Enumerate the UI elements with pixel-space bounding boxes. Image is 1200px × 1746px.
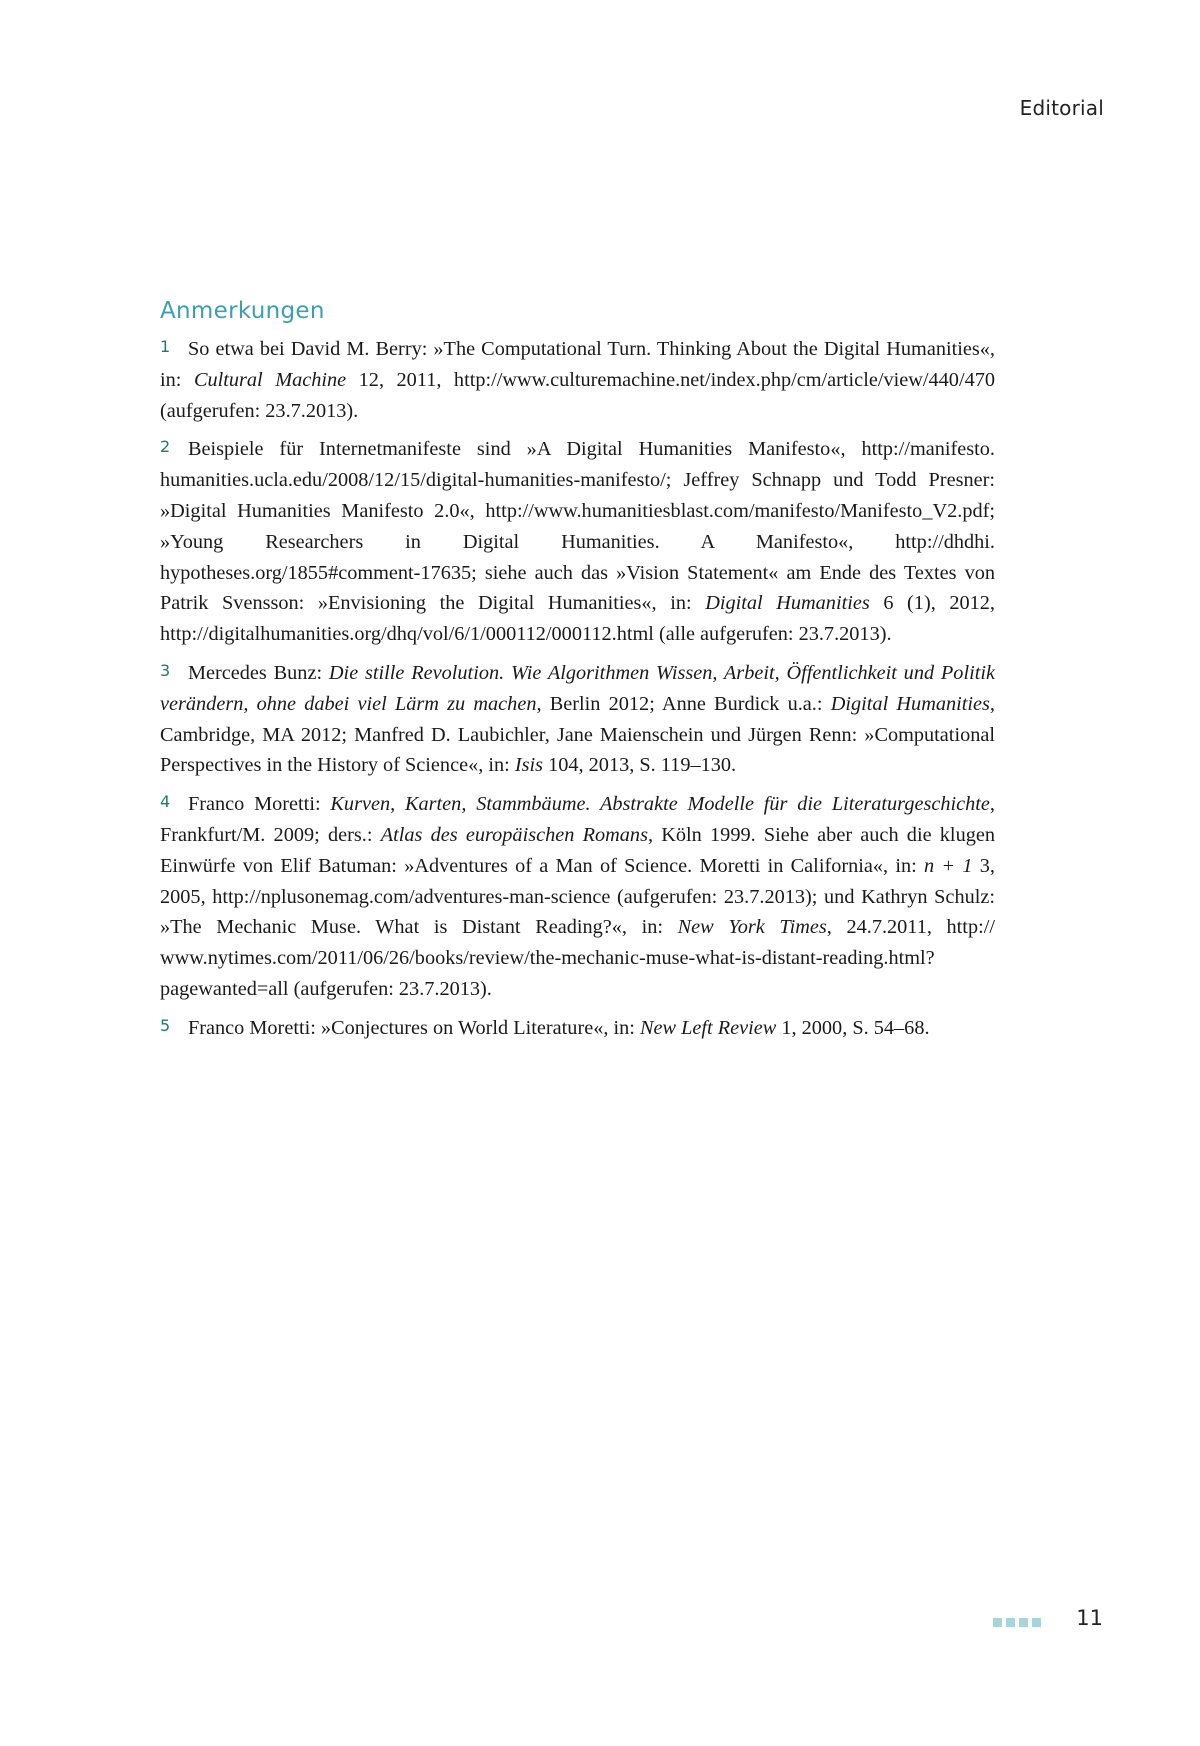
footnote-title-italic: New York Times [677,916,827,939]
footnote-title-italic: Isis [514,754,544,777]
footnote-text-segment: , Berlin 2012; Anne Burdick u.a.: [536,692,831,715]
footnote-text-segment: , Frankfurt/M. 2009; ders.: [160,793,995,846]
footnote-number: 4 [160,792,171,812]
notes-list [160,332,995,1044]
notes-heading: Anmerkungen [160,298,325,324]
footnote-text-segment: Franco Moretti: »Conjectures on World Literature«, in: [188,1016,640,1039]
footnote-text-segment: Franco Moretti: [188,793,331,816]
footnote-title-italic: Die stille Revolution. Wie Algorithmen Wissen, Arbeit, Öffentlichkeit und Politik verändern, ohne dabei viel Lärm zu machen [160,661,995,715]
ornament-square [1019,1618,1028,1627]
footnote-text [160,338,995,422]
ornament-square [1006,1618,1015,1627]
footnote-number: 2 [160,437,171,457]
footnote [160,787,995,1005]
footnote-text-segment: So etwa bei David M. Berry: »The Computational Turn. Thinking About the Digital Humanities«, in: [160,338,995,391]
footnote-text [160,662,995,776]
footnote [160,432,995,650]
footnote-text-segment: 1, 2000, S. 54–68. [776,1016,930,1039]
footnote-text-segment: 104, 2013, S. 119–130. [543,754,737,777]
footnote-title-italic: Digital Humanities [705,592,870,615]
ornament-square [993,1618,1002,1627]
ornament-square [1032,1618,1041,1627]
footnote-title-italic: New Left Review [639,1016,777,1039]
footnote-text-segment: , 24.7.2011, http://​www.nytimes.com/2011/06/26/books/review/the-mechanic-muse-what-is-distant-reading.​html?pagewanted=all (aufgerufen: 23.7.2013). [160,916,995,1000]
footnote-title-italic: Cultural Machine [193,368,347,391]
footnote-number: 5 [160,1015,171,1035]
footnote-title-italic: Atlas des europäischen Romans [380,823,648,846]
footnote-text-segment: , Cambridge, MA 2012; Manfred D. Laubichler, Jane Maienschein und Jürgen Renn: »Computational Perspectives in the History of Science«, in: [160,692,995,777]
running-head: Editorial [1019,96,1104,120]
footnote-text-segment: 12, 2011, http://www.culturemachine.net/index.php/cm/article/view/​440/470 (aufgerufen: 23.7.2013). [160,368,995,422]
footnote-text-segment: Mercedes Bunz: [188,661,329,684]
footnote-title-italic: Kurven, Karten, Stammbäume. Abstrakte Modelle für die Literaturgeschichte [330,793,990,816]
footnote-title-italic: n + 1 [924,854,973,877]
notes-section [160,298,995,1050]
footnote-text-segment: , Köln 1999. Siehe aber auch die klugen Einwürfe von Elif Batuman: »Adventures of a Man of Science. Moretti in California«, in: [160,823,995,877]
footnote-text [160,793,995,1000]
footnote-text-segment: Beispiele für Internetmanifeste sind »A Digital Humanities Manifesto«, http://manifesto.​humanities.ucla.edu/2008/12/15/digital-humanities-manifesto/; Jeffrey Schnapp und Todd Presner: »Digital Humanities Manifesto 2.0«, http://www.humanitiesblast.com/manifesto/​Manifesto_V2.pdf; »Young Researchers in Digital Humanities. A Manifesto«, http://dhdhi.​hypotheses.org/1855#comment-17635; siehe auch das »Vision Statement« am Ende des Textes von Patrik Svensson: »Envisioning the Digital Humanities«, in: [160,438,995,615]
footnote-text-segment: 3, 2005, http://nplusonemag.com/adventures-man-science (aufgerufen: 23.7.2013); und Kathryn Schulz: »The Mechanic Muse. What is Distant Reading?«, in: [160,854,996,939]
footer-ornament [993,1618,1041,1627]
footnote-title-italic: Digital Humanities [830,692,990,715]
footnote-text [160,438,995,645]
footnote-text-segment: 6 (1), 2012, http://digitalhumanities.org/dhq/vol/6/1/000112/000112.html (alle aufgerufen: 23.7.2013). [160,592,995,646]
footnote [160,656,995,781]
footnote [160,1011,995,1044]
footnote-number: 1 [160,337,171,356]
page-number: 11 [1076,1606,1103,1630]
footnote [160,332,995,426]
footnote-text [188,1017,930,1039]
footnote-number: 3 [160,660,171,680]
